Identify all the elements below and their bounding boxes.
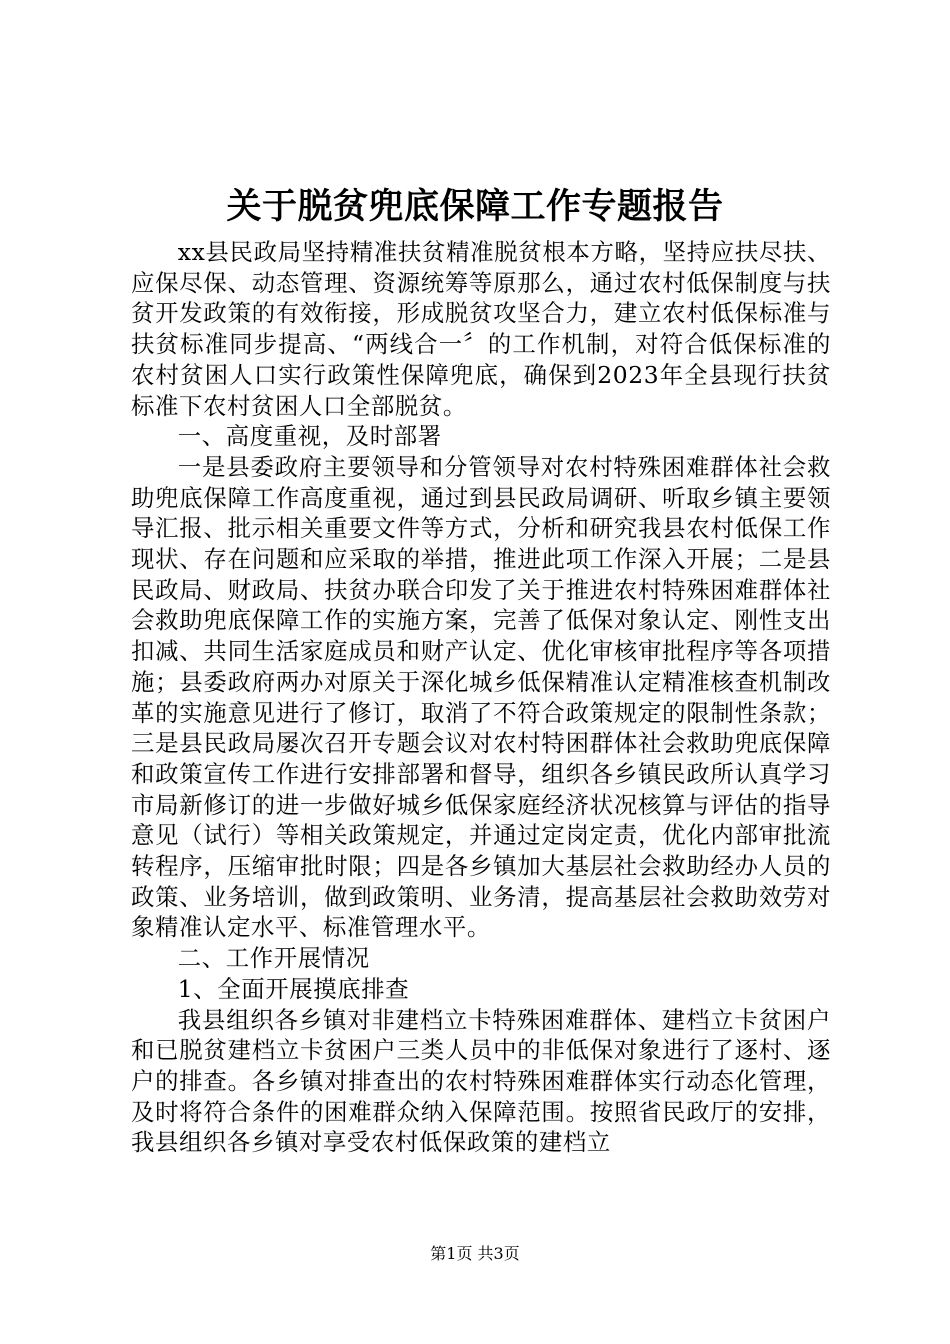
page-number-footer: 第1页 共3页 xyxy=(430,1244,520,1263)
subsection-heading-1: 1、全面开展摸底排查 xyxy=(177,974,410,1003)
section-heading-2: 二、工作开展情况 xyxy=(177,944,370,973)
section-heading-1: 一、高度重视，及时部署 xyxy=(177,422,442,451)
document-body xyxy=(131,237,831,1158)
paragraph-intro: xx县民政局坚持精准扶贫精准脱贫根本方略，坚持应扶尽扶、应保尽保、动态管理、资源统筹等原那么，通过农村低保制度与扶贫开发政策的有效衔接，形成脱贫攻坚合力，建立农村低保标准与扶贫标准同步提高、“两线合一〞的工作机制，对符合低保标准的农村贫困人口实行政策性保障兜底，确保到2023年全县现行扶贫标准下农村贫困人口全部脱贫。 xyxy=(131,238,831,420)
paragraph-section-1: 一是县委政府主要领导和分管领导对农村特殊困难群体社会救助兜底保障工作高度重视，通过到县民政局调研、听取乡镇主要领导汇报、批示相关重要文件等方式，分析和研究我县农村低保工作现状、存在问题和应采取的举措，推进此项工作深入开展；二是县民政局、财政局、扶贫办联合印发了关于推进农村特殊困难群体社会救助兜底保障工作的实施方案，完善了低保对象认定、刚性支出扣减、共同生活家庭成员和财产认定、优化审核审批程序等各项措施；县委政府两办对原关于深化城乡低保精准认定精准核查机制改革的实施意见进行了修订，取消了不符合政策规定的限制性条款；三是县民政局屡次召开专题会议对农村特困群体社会救助兜底保障和政策宣传工作进行安排部署和督导，组织各乡镇民政所认真学习市局新修订的进一步做好城乡低保家庭经济状况核算与评估的指导意见（试行）等相关政策规定，并通过定岗定责，优化内部审批流转程序，压缩审批时限；四是各乡镇加大基层社会救助经办人员的政策、业务培训，做到政策明、业务清，提高基层社会救助效劳对象精准认定水平、标准管理水平。 xyxy=(131,452,831,942)
document-title: 关于脱贫兜底保障工作专题报告 xyxy=(226,186,724,227)
paragraph-subsection-1: 我县组织各乡镇对非建档立卡特殊困难群体、建档立卡贫困户和已脱贫建档立卡贫困户三类人员中的非低保对象进行了逐村、逐户的排查。各乡镇对排查出的农村特殊困难群体实行动态化管理，及时将符合条件的困难群众纳入保障范围。按照省民政厅的安排，我县组织各乡镇对享受农村低保政策的建档立 xyxy=(131,1005,831,1157)
